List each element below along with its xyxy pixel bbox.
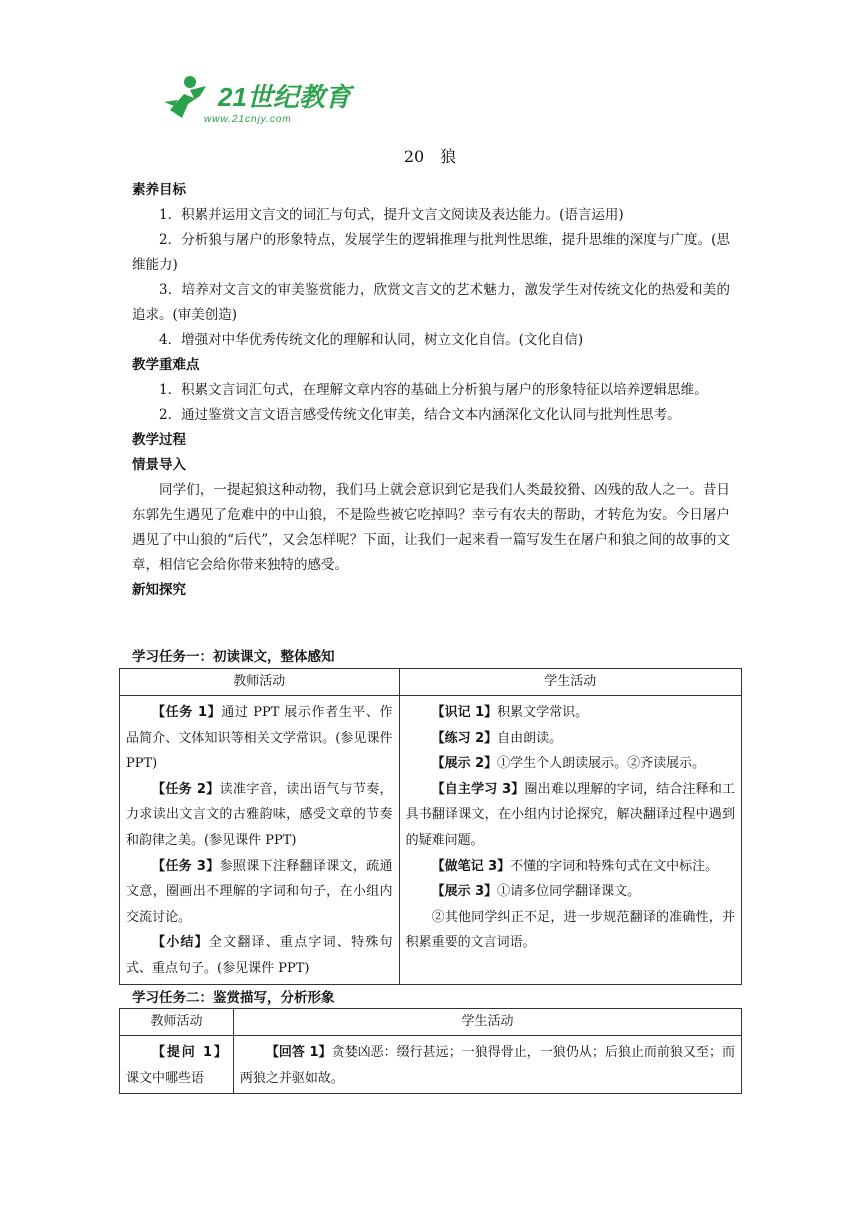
student-item: 【练习 2】自由朗读。 [431,730,563,746]
student-item: 【展示 2】①学生个人朗读展示。②齐读展示。 [431,756,706,772]
teacher-item: 【任务 3】参照课下注释翻译课文，疏通文意，圈画出不理解的字词和句子，在小组内交流讨论。 [126,858,393,925]
teacher-item: 【提问 1】课文中哪些语 [126,1045,227,1086]
logo-brand: 21世纪教育 [218,82,351,112]
task2-table [119,1008,742,1094]
goal-item: 1．积累并运用文言文的词汇与句式，提升文言文阅读及表达能力。(语言运用) [159,207,624,223]
intro-paragraph: 同学们，一提起狼这种动物，我们马上就会意识到它是我们人类最狡猾、凶残的敌人之一。昔日东郭先生遇见了危难中的中山狼，不是险些被它吃掉吗？幸亏有农夫的帮助，才转危为安。今日屠户遇见了中山狼的“后代”，又会怎样呢？下面，让我们一起来看一篇写发生在屠户和狼之间的故事的文章，相信它会给你带来独特的感受。 [132,482,730,573]
col-teacher-header: 教师活动 [120,669,400,696]
goals-heading: 素养目标 [132,182,186,198]
student-activities [233,1036,741,1094]
runner-logo-icon [160,72,360,128]
col-student-header: 学生活动 [233,1009,741,1036]
student-item: 【自主学习 3】圈出难以理解的字词，结合注释和工具书翻译课文，在小组内讨论探究，解决翻译过程中遇到的疑难问题。 [405,781,735,848]
student-item: 【回答 1】贪婪凶恶：缀行甚远；一狼得骨止，一狼仍从；后狼止而前狼又至；而两狼之并驱如故。 [239,1045,735,1086]
goal-item: 2．分析狼与屠户的形象特点，发展学生的逻辑推理与批判性思维，提升思维的深度与广度。(思维能力) [132,232,730,273]
process-heading: 教学过程 [132,432,186,448]
teacher-activities [120,1036,234,1094]
student-item: ②其他同学纠正不足，进一步规范翻译的准确性，并积累重要的文言词语。 [405,909,735,951]
logo [160,72,360,128]
task2-label: 学习任务二：鉴赏描写，分析形象 [132,990,335,1006]
explore-heading: 新知探究 [132,582,186,598]
student-item: 【展示 3】①请多位同学翻译课文。 [431,884,641,900]
key-item: 1．积累文言词汇句式，在理解文章内容的基础上分析狼与屠户的形象特征以培养逻辑思维。 [159,382,708,398]
teacher-item: 【任务 1】通过 PPT 展示作者生平、作品简介、文体知识等相关文学常识。(参见课件 PPT) [126,705,393,772]
teacher-item: 【小结】全文翻译、重点字词、特殊句式、重点句子。(参见课件 PPT) [126,935,393,976]
intro-heading: 情景导入 [132,457,186,473]
teacher-item: 【任务 2】读准字音，读出语气与节奏，力求读出文言文的古雅韵味，感受文章的节奏和韵律之美。(参见课件 PPT) [126,781,393,848]
student-activities [399,696,741,985]
student-item: 【识记 1】积累文学常识。 [431,705,589,720]
col-teacher-header: 教师活动 [120,1009,234,1036]
logo-url: www.21cnjy.com [204,114,292,125]
task1-label: 学习任务一：初读课文，整体感知 [132,649,335,665]
student-item: 【做笔记 3】不懂的字词和特殊句式在文中标注。 [431,858,719,874]
key-heading: 教学重难点 [132,357,200,373]
goal-item: 4．增强对中华优秀传统文化的理解和认同，树立文化自信。(文化自信) [159,332,584,348]
key-item: 2．通过鉴赏文言文语言感受传统文化审美，结合文本内涵深化文化认同与批判性思考。 [159,407,681,423]
task1-table [119,668,742,985]
document-body [132,178,730,603]
page-title: 20 狼 [403,147,457,166]
col-student-header: 学生活动 [399,669,741,696]
goal-item: 3．培养对文言文的审美鉴赏能力，欣赏文言文的艺术魅力，激发学生对传统文化的热爱和美的追求。(审美创造) [132,282,730,323]
teacher-activities [120,696,400,985]
